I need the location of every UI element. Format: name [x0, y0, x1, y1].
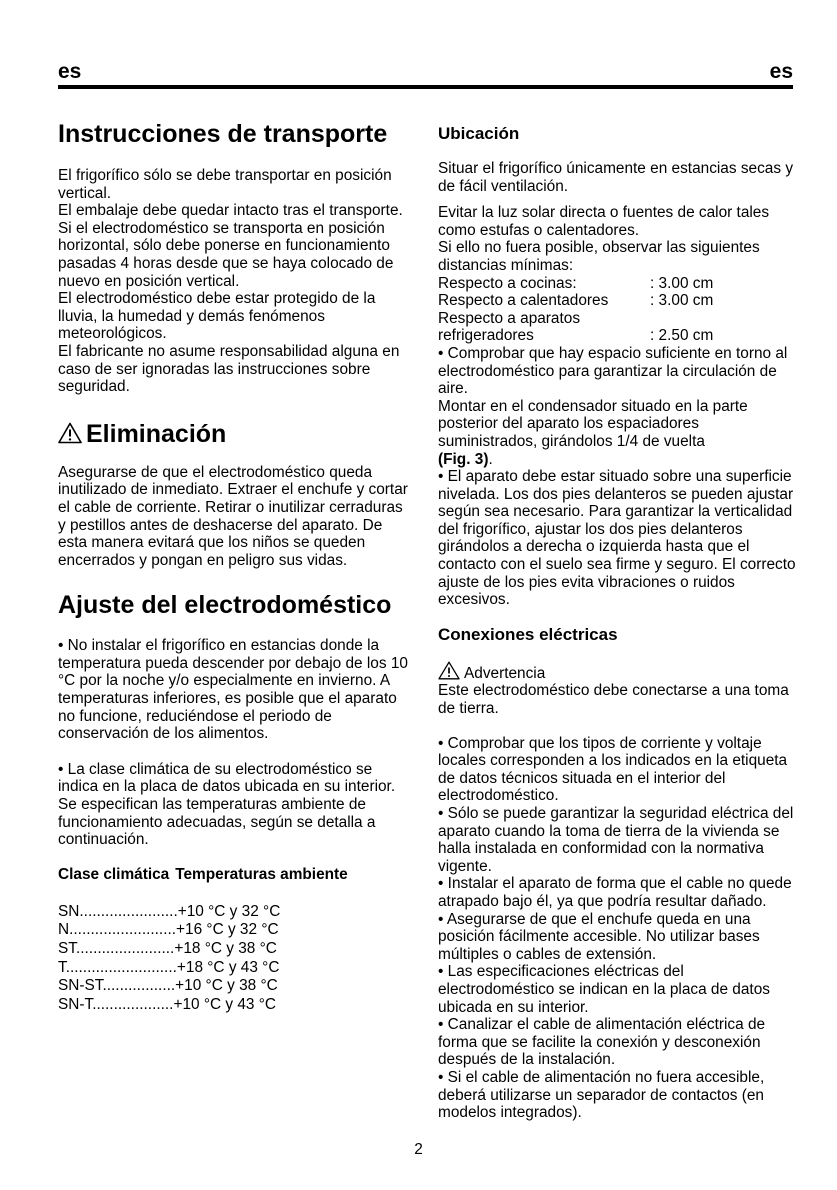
distance-label: Respecto a calentadores	[438, 292, 609, 310]
warning-line	[438, 661, 796, 683]
climate-class: ST	[58, 940, 76, 957]
distance-value: : 3.00 cm	[650, 292, 714, 310]
warning-icon	[438, 661, 460, 680]
climate-range: +18 °C y 43 °C	[176, 958, 280, 976]
electrical-bullet: • Las especificaciones eléctricas del electrodoméstico se indican en la placa de datos ubicada en su interior.	[438, 963, 770, 1016]
transport-paragraph: El embalaje debe quedar intacto tras el transporte.	[58, 202, 403, 220]
language-label-left: es	[58, 60, 82, 83]
location-paragraph: Evitar la luz solar directa o fuentes de calor tales como estufas o calentadores.	[438, 204, 770, 239]
electrical-bullet: • Asegurarse de que el enchufe queda en una posición fácilmente accesible. No utilizar bases múltiples o cables de extensión.	[438, 910, 760, 963]
climate-class: SN	[58, 902, 80, 920]
climate-leader: ...................	[92, 995, 174, 1013]
distance-value: : 3.00 cm	[650, 274, 714, 292]
electrical-bullet: • Instalar el aparato de forma que el cable no quede atrapado bajo él, ya que podría resultar dañado.	[438, 875, 792, 910]
climate-class-header: Clase climática	[58, 865, 170, 883]
warning-icon	[58, 422, 82, 444]
warning-label: Advertencia	[464, 664, 546, 682]
distance-label: refrigeradores	[438, 327, 534, 345]
location-paragraph: • El aparato debe estar situado sobre una superficie nivelada. Los dos pies delanteros se pueden ajustar según sea necesario. Para garantizar la verticalidad del frigorífico, ajustar los dos pies delanteros girándolos a derecha o izquierda hasta que el contacto con el suelo sea firme y seguro. El correcto ajuste de los pies evita vibraciones o ruidos excesivos.	[438, 468, 796, 609]
climate-leader: ..........................	[65, 958, 177, 976]
language-label-right: es	[769, 60, 793, 83]
climate-leader: .......................	[79, 902, 178, 920]
figure-reference: (Fig. 3)	[438, 450, 489, 468]
right-column	[438, 118, 796, 1122]
climate-row	[58, 940, 414, 959]
transport-title: Instrucciones de transporte	[58, 120, 388, 148]
location-paragraph: Situar el frigorífico únicamente en estancias secas y de fácil ventilación.	[438, 160, 794, 195]
distance-value: : 2.50 cm	[650, 327, 714, 345]
climate-range: +16 °C y 32 °C	[176, 921, 279, 939]
distance-row	[438, 310, 796, 328]
warning-text: Este electrodoméstico debe conectarse a una toma de tierra.	[438, 682, 789, 718]
climate-table	[58, 903, 414, 1015]
distance-label: Respecto a cocinas:	[438, 274, 577, 292]
location-title: Ubicación	[438, 124, 520, 143]
climate-class: T	[58, 958, 66, 976]
climate-temps-header: Temperaturas ambiente	[175, 865, 348, 883]
climate-row	[58, 977, 414, 996]
location-paragraph: • Comprobar que hay espacio suficiente en torno al electrodoméstico para garantizar la circulación de aire.	[438, 344, 788, 398]
distance-list	[438, 275, 796, 345]
adjust-paragraph: • No instalar el frigorífico en estancias donde la temperatura pueda descender por debajo de los 10 °C por la noche y/o especialmente en invierno. A temperaturas inferiores, es posible que el aparato no funcione, reduciéndose el periodo de conservación de los alimentos.	[58, 637, 408, 743]
climate-row	[58, 996, 414, 1015]
transport-paragraph: El electrodoméstico debe estar protegido de la lluvia, la humedad y demás fenómenos meteorológicos.	[58, 290, 376, 343]
left-column	[58, 118, 414, 1014]
climate-row	[58, 959, 414, 978]
electrical-bullet: • Canalizar el cable de alimentación eléctrica de forma que se facilite la conexión y desconexión después de la instalación.	[438, 1016, 766, 1069]
disposal-title	[58, 418, 414, 450]
climate-table-header	[58, 866, 414, 884]
climate-class: SN-ST	[58, 977, 103, 995]
climate-leader: .................	[102, 977, 176, 995]
electrical-bullet: • Si el cable de alimentación no fuera accesible, deberá utilizarse un separador de contactos (en modelos integrados).	[438, 1068, 765, 1122]
page-number: 2	[414, 1141, 423, 1158]
header-rule	[58, 85, 793, 89]
climate-row	[58, 921, 414, 940]
climate-row	[58, 903, 414, 922]
electrical-bullet: • Sólo se puede garantizar la seguridad eléctrica del aparato cuando la toma de tierra de la vivienda se halla instalada en conformidad con la normativa vigente.	[438, 805, 794, 875]
distance-label: Respecto a aparatos	[438, 309, 581, 327]
location-paragraph: Si ello no fuera posible, observar las siguientes distancias mínimas:	[438, 239, 760, 274]
climate-range: +18 °C y 38 °C	[174, 940, 277, 957]
climate-class: N	[58, 921, 70, 939]
climate-range: +10 °C y 38 °C	[175, 977, 278, 995]
distance-row	[438, 275, 796, 293]
climate-leader: .......................	[75, 940, 175, 957]
electrical-title: Conexiones eléctricas	[438, 624, 618, 644]
climate-leader: .........................	[69, 921, 177, 939]
distance-row	[438, 327, 796, 345]
location-paragraph: Montar en el condensador situado en la parte posterior del aparato los espaciadores suministrados, girándolos 1/4 de vuelta	[438, 397, 748, 450]
disposal-text: Asegurarse de que el electrodoméstico queda inutilizado de inmediato. Extraer el enchufe y cortar el cable de corriente. Retirar o inutilizar cerraduras y pestillos antes de deshacerse del aparato. De esta manera evitará que los niños se queden encerrados y pongan en peligro sus vidas.	[58, 463, 408, 569]
climate-class: SN-T	[58, 995, 93, 1013]
climate-range: +10 °C y 43 °C	[173, 995, 277, 1013]
adjust-paragraph: • La clase climática de su electrodoméstico se indica en la placa de datos ubicada en su interior. Se especifican las temperaturas ambiente de funcionamiento adecuadas, según se detalla a continuación.	[58, 760, 396, 849]
figure-reference-line: (Fig. 3).	[438, 450, 493, 468]
climate-range: +10 °C y 32 °C	[177, 902, 281, 920]
transport-paragraph: El fabricante no asume responsabilidad alguna en caso de ser ignoradas las instrucciones sobre seguridad.	[58, 342, 400, 396]
electrical-bullet: • Comprobar que los tipos de corriente y voltaje locales corresponden a los indicados en la etiqueta de datos técnicos situada en el interior del electrodoméstico.	[438, 734, 788, 805]
disposal-title-text: Eliminación	[86, 419, 227, 448]
adjust-title: Ajuste del electrodoméstico	[58, 591, 392, 620]
transport-paragraph: Si el electrodoméstico se transporta en posición horizontal, sólo debe ponerse en funcionamiento pasadas 4 horas desde que se haya colocado de nuevo en posición vertical.	[58, 219, 394, 290]
distance-row	[438, 292, 796, 310]
transport-paragraph: El frigorífico sólo se debe transportar en posición vertical.	[58, 167, 392, 202]
